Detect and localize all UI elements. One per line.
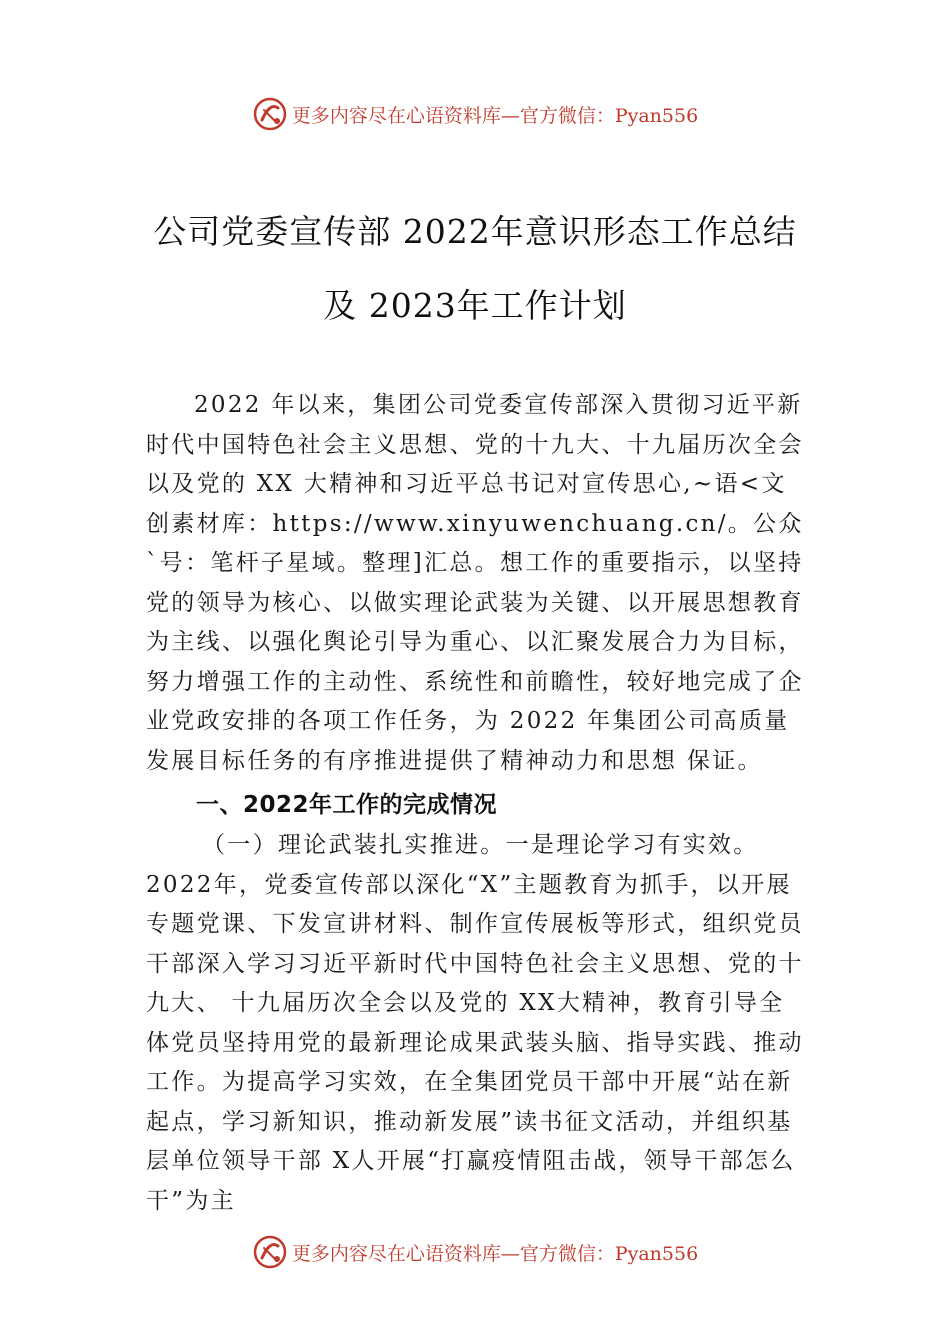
watermark-text: 更多内容尽在心语资料库—官方微信：Pyan556 (291, 104, 699, 127)
document-title-line-2: 及 2023年工作计划 (323, 286, 627, 325)
watermark-text: 更多内容尽在心语资料库—官方微信：Pyan556 (291, 1242, 699, 1265)
stamp-logo-icon (252, 1234, 288, 1270)
body-paragraph-theory: （一）理论武装扎实推进。一是理论学习有实效。2022年，党委宣传部以深化“X”主题教育为抓手，以开展专题党课、下发宣讲材料、制作宣传展板等形式，组织党员干部深入学习习近平新时代中国特色社会主义思想、党的十九大、 十九届历次全会以及党的 XX大精神，教育引导全体党员坚持用党的最新理论成果武装头脑、指导实践、推动工作。为提高学习实效，在全集团党员干部中开展“站在新起点，学习新知识，推动新发展”读书征文活动，并组织基层单位领导干部 X人开展“打赢疫情阻击战，领导干部怎么干”为主 (146, 832, 804, 1214)
footer-watermark-banner (0, 1230, 950, 1274)
document-title-line-1: 公司党委宣传部 2022年意识形态工作总结 (153, 212, 797, 251)
header-watermark-banner (0, 92, 950, 136)
stamp-logo-icon (252, 96, 288, 132)
section-heading: 一、2022年工作的完成情况 (196, 792, 498, 818)
body-paragraph-intro: 2022 年以来，集团公司党委宣传部深入贯彻习近平新时代中国特色社会主义思想、党的十九大、十九届历次全会以及党的 XX 大精神和习近平总书记对宣传思心,~语<文创素材库：https://www.xinyuwenchuang.cn/。公众`号：笔杆子星域。整理]汇总。想工作的重要指示，以坚持党的领导为核心、以做实理论武装为关键、以开展思想教育为主线、以强化舆论引导为重心、以汇聚发展合力为目标，努力增强工作的主动性、系统性和前瞻性，较好地完成了企业党政安排的各项工作任务，为 2022 年集团公司高质量发展目标任务的有序推进提供了精神动力和思想 保证。 (146, 392, 804, 774)
